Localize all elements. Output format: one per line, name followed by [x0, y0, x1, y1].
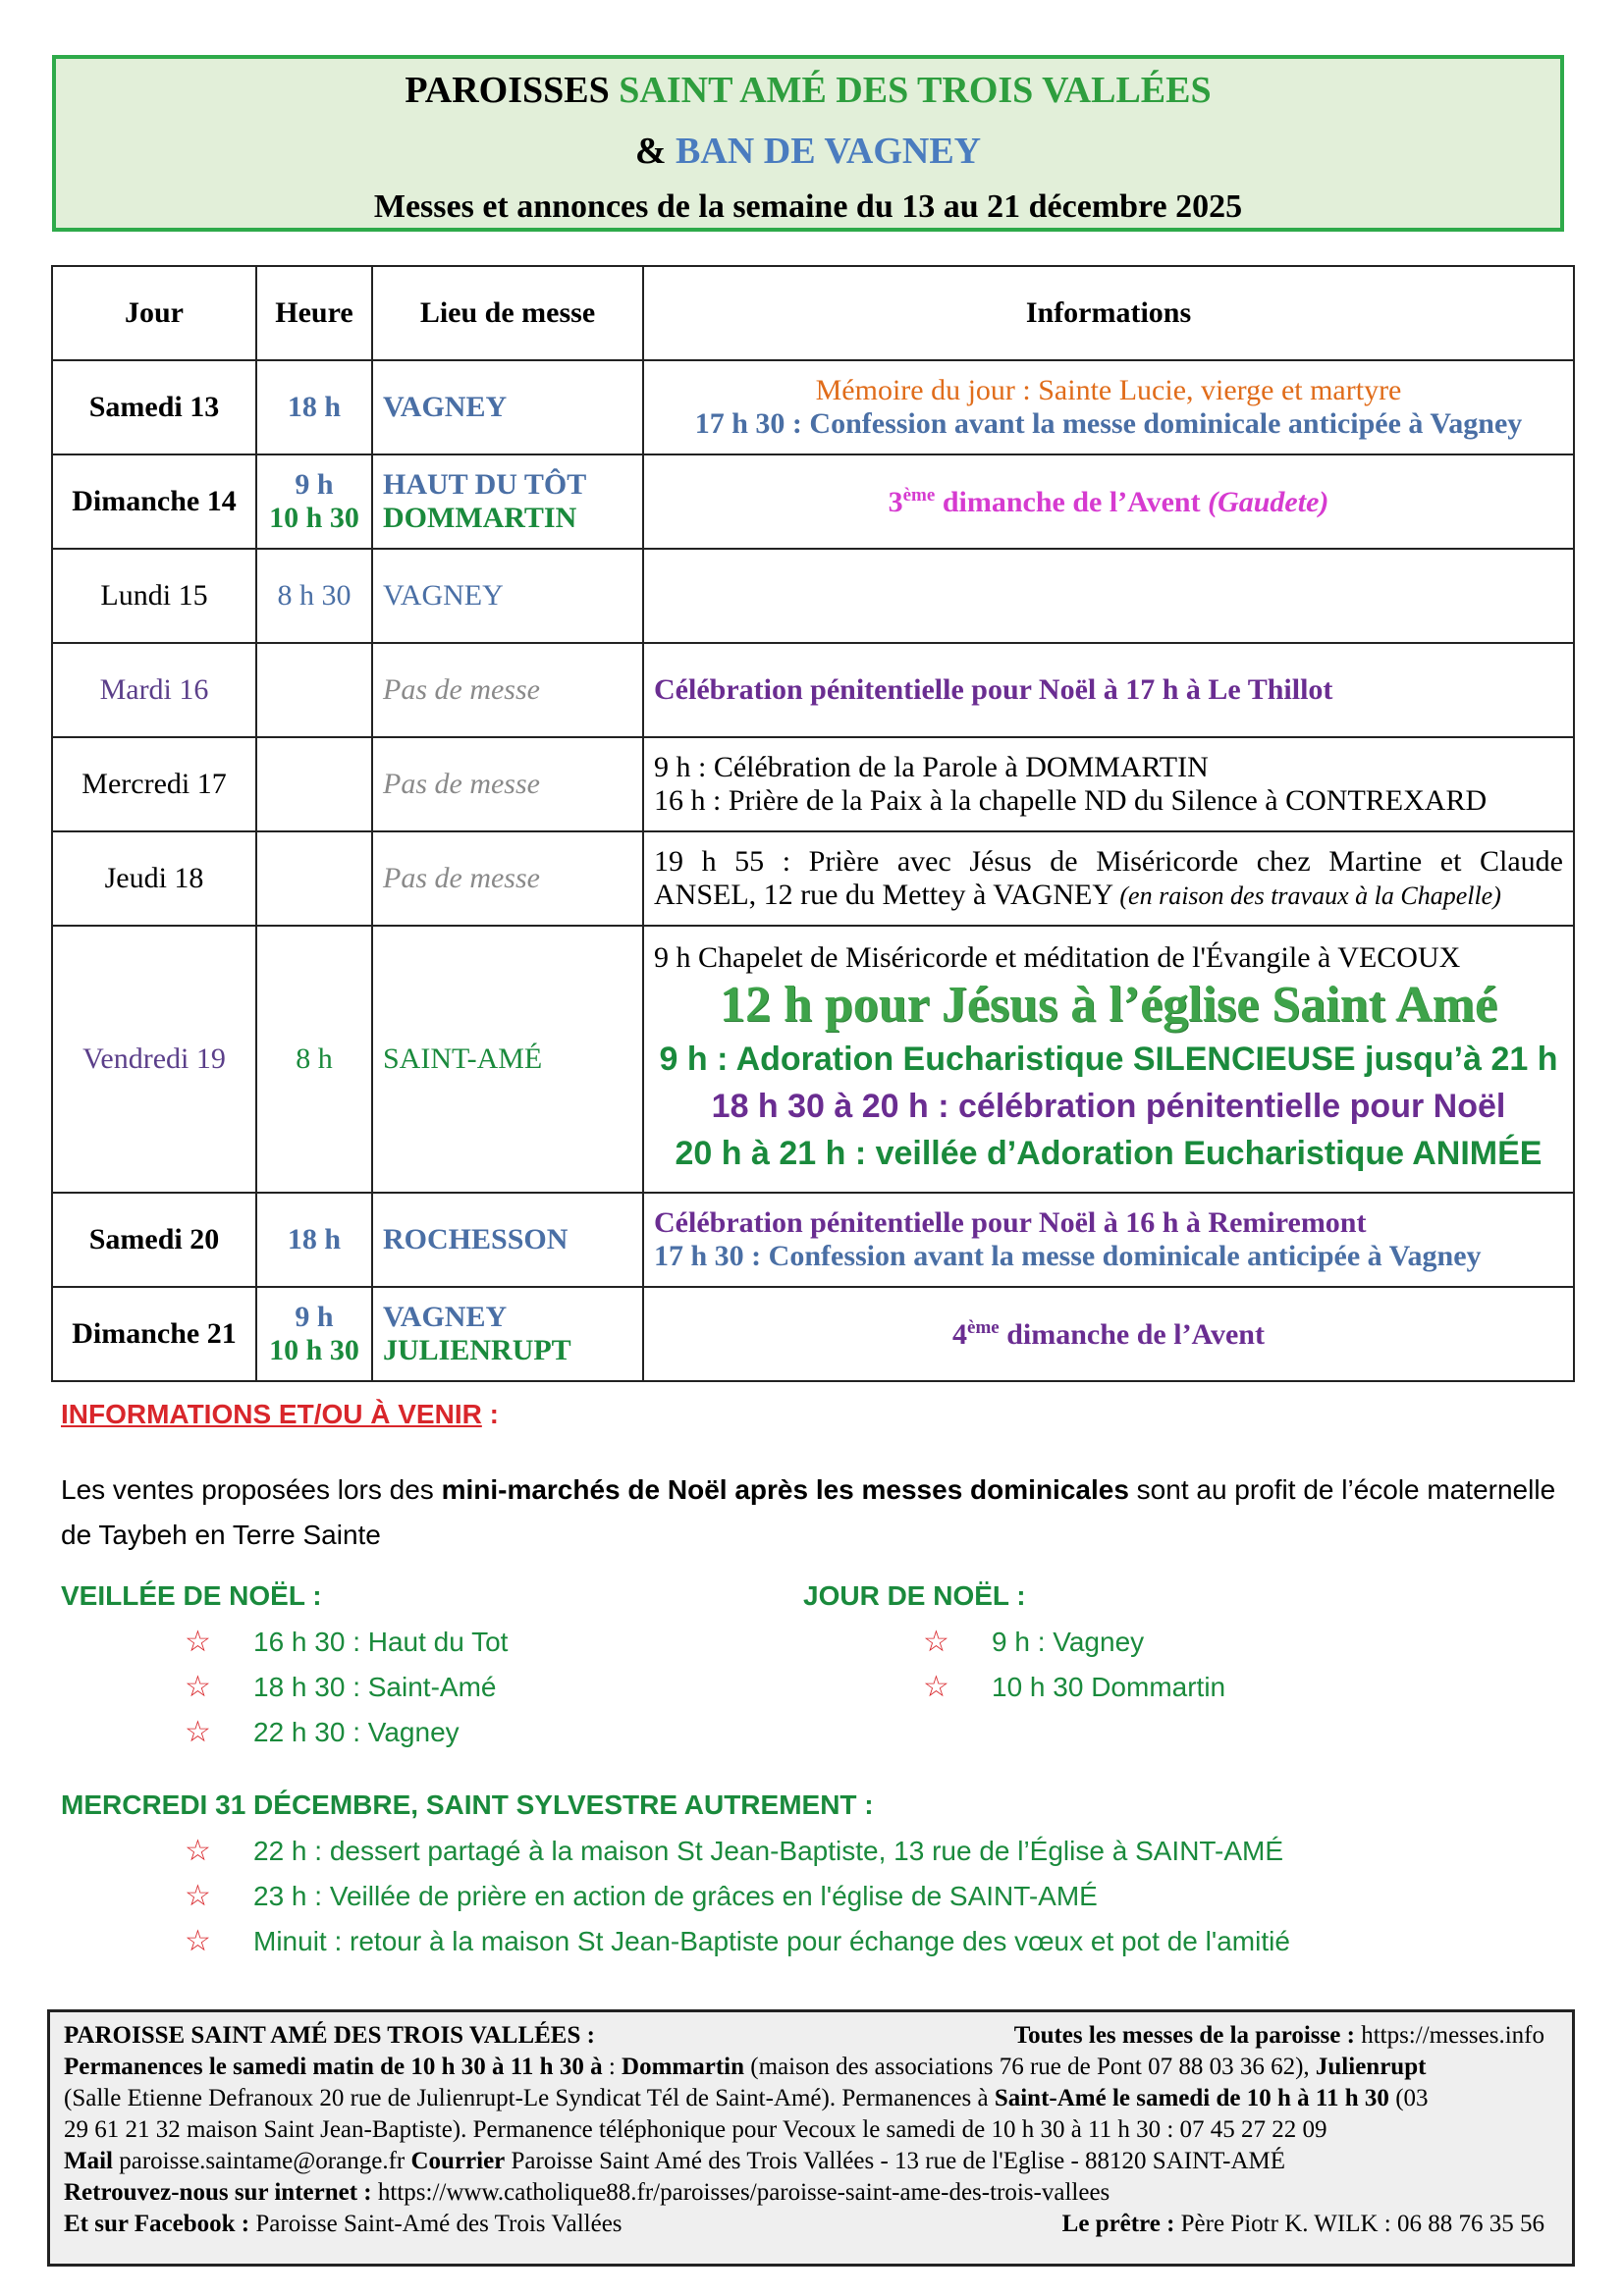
list-item-text: 22 h : dessert partagé à la maison St Jean-Baptiste, 13 rue de l’Église à SAINT-AMÉ: [253, 1836, 1283, 1866]
website-link[interactable]: https://www.catholique88.fr/paroisses/paroisse-saint-ame-des-trois-vallees: [371, 2179, 1110, 2206]
info-line: 9 h : Célébration de la Parole à DOMMARTIN: [654, 751, 1209, 783]
info-line: Mémoire du jour : Sainte Lucie, vierge et martyre: [815, 374, 1402, 406]
place-cell: [372, 1287, 643, 1381]
footer-row: [64, 2146, 1558, 2177]
place-cell: Pas de messe: [372, 737, 643, 831]
footer-text: (03: [1388, 2085, 1429, 2111]
info-line: [654, 879, 1563, 912]
info-cell: Célébration pénitentielle pour Noël à 17 h à Le Thillot: [643, 643, 1574, 737]
place-line: DOMMARTIN: [383, 502, 577, 534]
informations-title: [61, 1399, 499, 1430]
table-row: [52, 360, 1574, 454]
hour-cell: [256, 831, 372, 926]
info-highlight: 12 h pour Jésus à l’église Saint Amé: [719, 977, 1498, 1033]
info-line: 9 h : Adoration Eucharistique SILENCIEUSE jusqu’à 21 h: [659, 1041, 1558, 1078]
list-item: [185, 1835, 1283, 1867]
place-cell: SAINT-AMÉ: [372, 926, 643, 1193]
place-cell: [372, 454, 643, 549]
info-ordinal-suffix: ème: [967, 1316, 1000, 1338]
hour-cell: [256, 1287, 372, 1381]
footer-messes-link: [1014, 2020, 1544, 2052]
table-row: [52, 1193, 1574, 1287]
footer-text: (Salle Etienne Defranoux 20 rue de Julienrupt-Le Syndicat Tél de Saint-Amé). Permanences à: [64, 2085, 995, 2111]
place-line: HAUT DU TÔT: [383, 468, 587, 501]
informations-title-text: INFORMATIONS ET/OU À VENIR: [61, 1399, 482, 1429]
footer-label: Mail: [64, 2148, 113, 2174]
star-icon: ☆: [185, 1716, 211, 1748]
col-header-hour: Heure: [256, 266, 372, 360]
info-line: 9 h Chapelet de Miséricorde et méditation de l'Évangile à VECOUX: [654, 941, 1461, 974]
footer-label: Saint-Amé le samedi de 10 h à 11 h 30: [994, 2085, 1389, 2111]
info-cell: [643, 831, 1574, 926]
hour-cell: 18 h: [256, 1193, 372, 1287]
star-icon: ☆: [185, 1835, 211, 1867]
star-icon: ☆: [185, 1880, 211, 1912]
hour-cell: 8 h 30: [256, 549, 372, 643]
footer-row: [64, 2052, 1558, 2083]
ventes-bold: mini-marchés de Noël après les messes dominicales: [441, 1474, 1129, 1505]
footer-text: (maison des associations 76 rue de Pont 07 88 03 36 62),: [744, 2054, 1316, 2080]
place-cell: Pas de messe: [372, 643, 643, 737]
footer-label: Toutes les messes de la paroisse :: [1013, 2022, 1355, 2049]
messes-info-link[interactable]: https://messes.info: [1354, 2022, 1544, 2049]
ventes-text: sont au profit de l’école maternelle de Taybeh en Terre Sainte: [61, 1474, 1556, 1550]
day-cell: Vendredi 19: [52, 926, 256, 1193]
info-text: dimanche de l’Avent: [999, 1317, 1265, 1351]
table-row: [52, 643, 1574, 737]
list-item: [923, 1671, 1226, 1703]
star-icon: ☆: [923, 1626, 949, 1658]
table-row: [52, 926, 1574, 1193]
hour-cell: [256, 643, 372, 737]
table-row: [52, 549, 1574, 643]
ventes-paragraph: [61, 1468, 1563, 1558]
col-header-place: Lieu de messe: [372, 266, 643, 360]
info-line: 17 h 30 : Confession avant la messe dominicale anticipée à Vagney: [694, 407, 1523, 440]
place-cell: VAGNEY: [372, 549, 643, 643]
list-item-text: 23 h : Veillée de prière en action de grâces en l'église de SAINT-AMÉ: [253, 1881, 1098, 1911]
list-item: [185, 1925, 1290, 1957]
list-item: [185, 1671, 497, 1703]
info-line: Célébration pénitentielle pour Noël à 16 h à Remiremont: [654, 1206, 1367, 1239]
day-cell: Samedi 13: [52, 360, 256, 454]
list-item-text: 16 h 30 : Haut du Tot: [253, 1627, 509, 1657]
footer-row: 29 61 21 32 maison Saint Jean-Baptiste). Permanence téléphonique pour Vecoux le samedi de 10 h 30 à 11 h 30 : 07 45 27 22 09: [64, 2116, 1327, 2143]
footer-label: Permanences le samedi matin de 10 h 30 à 11 h 30 à: [64, 2054, 603, 2080]
hour-line: 9 h: [295, 1301, 334, 1333]
table-row: [52, 454, 1574, 549]
table-header-row: [52, 266, 1574, 360]
day-cell: Mercredi 17: [52, 737, 256, 831]
facebook-link[interactable]: Paroisse Saint-Amé des Trois Vallées: [249, 2211, 623, 2237]
info-cell: [643, 1287, 1574, 1381]
table-row: [52, 831, 1574, 926]
info-text: ANSEL, 12 rue du Mettey à VAGNEY: [654, 879, 1120, 911]
footer-label: Julienrupt: [1315, 2054, 1427, 2080]
footer-row: [64, 2083, 1558, 2114]
info-ordinal-suffix: ème: [902, 484, 936, 506]
day-cell: Jeudi 18: [52, 831, 256, 926]
hour-cell: 18 h: [256, 360, 372, 454]
place-cell: VAGNEY: [372, 360, 643, 454]
info-cell: [643, 926, 1574, 1193]
footer-text: Paroisse Saint Amé des Trois Vallées - 13 rue de l'Eglise - 88120 SAINT-AMÉ: [505, 2148, 1286, 2174]
place-cell: ROCHESSON: [372, 1193, 643, 1287]
list-item: [923, 1626, 1145, 1658]
star-icon: ☆: [185, 1925, 211, 1957]
list-item: [185, 1716, 460, 1748]
info-line: 16 h : Prière de la Paix à la chapelle ND du Silence à CONTREXARD: [654, 784, 1488, 817]
header-line-2: [56, 130, 1560, 173]
hour-cell: 8 h: [256, 926, 372, 1193]
footer-label: Courrier: [410, 2148, 506, 2174]
day-cell: Samedi 20: [52, 1193, 256, 1287]
table-row: [52, 737, 1574, 831]
info-italic: (Gaudete): [1208, 485, 1329, 518]
hour-cell: [256, 737, 372, 831]
sylvestre-title: MERCREDI 31 DÉCEMBRE, SAINT SYLVESTRE AUTREMENT :: [61, 1789, 874, 1820]
info-cell: [643, 737, 1574, 831]
list-item: [185, 1880, 1098, 1912]
day-cell: Lundi 15: [52, 549, 256, 643]
list-item: [185, 1626, 509, 1658]
info-line: 17 h 30 : Confession avant la messe dominicale anticipée à Vagney: [654, 1240, 1482, 1272]
place-cell: Pas de messe: [372, 831, 643, 926]
info-text: dimanche de l’Avent: [935, 485, 1209, 518]
footer-label: Retrouvez-nous sur internet :: [64, 2179, 372, 2206]
informations-title-suffix: :: [481, 1399, 499, 1429]
header-parishes-label: PAROISSES: [405, 70, 620, 111]
header-box: [52, 55, 1564, 232]
list-item-text: 9 h : Vagney: [992, 1627, 1145, 1657]
info-cell: [643, 454, 1574, 549]
mail-link[interactable]: paroisse.saintame@orange.fr: [113, 2148, 411, 2174]
list-item-text: 10 h 30 Dommartin: [992, 1672, 1226, 1702]
star-icon: ☆: [923, 1671, 949, 1703]
footer-box: [47, 2009, 1575, 2267]
list-item-text: 18 h 30 : Saint-Amé: [253, 1672, 497, 1702]
footer-row: [64, 2177, 1558, 2209]
info-cell: [643, 1193, 1574, 1287]
ventes-text: Les ventes proposées lors des: [61, 1474, 442, 1505]
list-item-text: Minuit : retour à la maison St Jean-Baptiste pour échange des vœux et pot de l'amitié: [253, 1926, 1290, 1956]
info-line: 18 h 30 à 20 h : célébration pénitentielle pour Noël: [711, 1088, 1506, 1125]
info-line: 19 h 55 : Prière avec Jésus de Miséricorde chez Martine et Claude: [654, 845, 1563, 878]
footer-label: Dommartin: [622, 2054, 745, 2080]
day-cell: Dimanche 14: [52, 454, 256, 549]
footer-label: Et sur Facebook :: [64, 2211, 250, 2237]
footer-text: :: [602, 2054, 623, 2080]
footer-row: [64, 2020, 1558, 2052]
day-cell: Dimanche 21: [52, 1287, 256, 1381]
list-item-text: 22 h 30 : Vagney: [253, 1717, 460, 1747]
footer-row: [64, 2209, 1558, 2240]
veillee-title: VEILLÉE DE NOËL :: [61, 1580, 322, 1611]
day-cell: Mardi 16: [52, 643, 256, 737]
info-cell: [643, 549, 1574, 643]
info-line: 20 h à 21 h : veillée d’Adoration Eucharistique ANIMÉE: [675, 1135, 1543, 1172]
header-line-1: [56, 69, 1560, 112]
footer-parish-name: PAROISSE SAINT AMÉ DES TROIS VALLÉES :: [64, 2022, 595, 2049]
star-icon: ☆: [185, 1671, 211, 1703]
info-italic: (en raison des travaux à la Chapelle): [1119, 881, 1501, 910]
place-line: JULIENRUPT: [383, 1334, 571, 1366]
place-line: VAGNEY: [383, 1301, 508, 1333]
footer-label: Le prêtre :: [1061, 2211, 1175, 2237]
info-ordinal: 4: [952, 1317, 968, 1351]
info-cell: [643, 360, 1574, 454]
jour-noel-title: JOUR DE NOËL :: [803, 1580, 1026, 1611]
col-header-day: Jour: [52, 266, 256, 360]
footer-priest: [1062, 2209, 1544, 2240]
col-header-info: Informations: [643, 266, 1574, 360]
hour-line: 10 h 30: [269, 1334, 359, 1366]
header-ban-de-vagney: BAN DE VAGNEY: [676, 131, 982, 172]
schedule-table: [51, 265, 1575, 1382]
table-row: [52, 1287, 1574, 1381]
hour-cell: [256, 454, 372, 549]
header-saint-ame: SAINT AMÉ DES TROIS VALLÉES: [619, 70, 1212, 111]
star-icon: ☆: [185, 1626, 211, 1658]
hour-line: 10 h 30: [269, 502, 359, 534]
info-ordinal: 3: [888, 485, 903, 518]
header-ampersand: &: [634, 131, 677, 172]
header-week-title: Messes et annonces de la semaine du 13 au 21 décembre 2025: [373, 188, 1243, 225]
hour-line: 9 h: [295, 468, 334, 501]
priest-contact: Père Piotr K. WILK : 06 88 76 35 56: [1174, 2211, 1544, 2237]
